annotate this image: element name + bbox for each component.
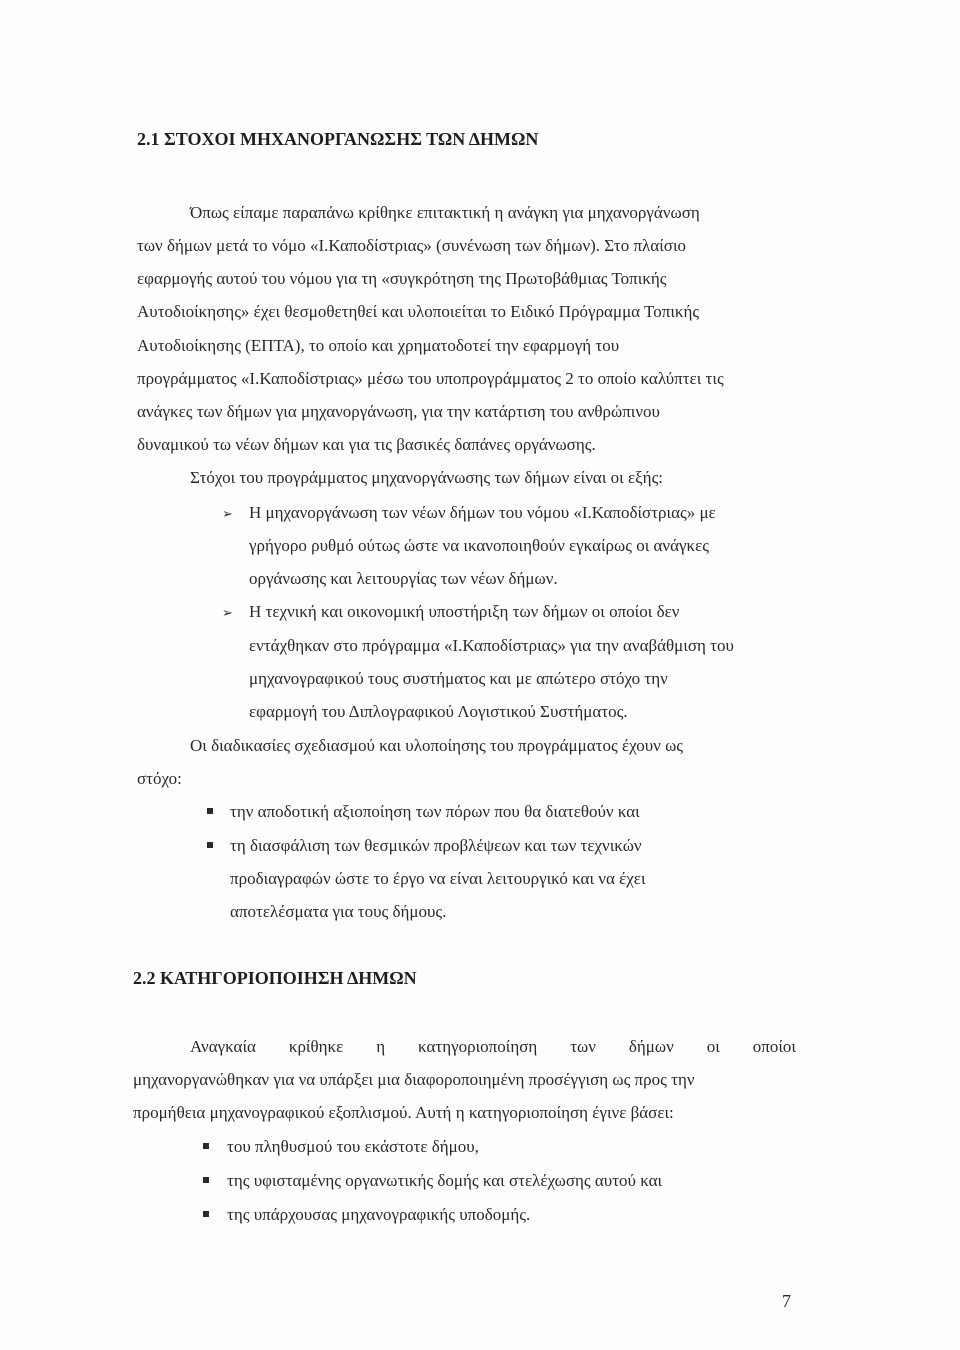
paragraph-line: εφαρμογής αυτού του νόμου για τη «συγκρότηση της Πρωτοβάθμιας Τοπικής <box>137 269 667 288</box>
list-item: του πληθυσμού του εκάστοτε δήμου, <box>227 1137 479 1156</box>
paragraph-line: των δήμων μετά το νόμο «Ι.Καποδίστριας» (συνένωση των δήμων). Στο πλαίσιο <box>137 236 687 255</box>
list-item: της υπάρχουσας μηχανογραφικής υποδομής. <box>227 1205 531 1224</box>
square-bullet-icon <box>207 842 213 848</box>
page-number: 7 <box>782 1291 791 1311</box>
list-item-line: αποτελέσματα για τους δήμους. <box>230 902 447 921</box>
paragraph-line: Αυτοδιοίκησης» έχει θεσμοθετηθεί και υλοποιείται το Ειδικό Πρόγραμμα Τοπικής <box>137 302 700 321</box>
list-item-line: εντάχθηκαν στο πρόγραμμα «Ι.Καποδίστριας» για την αναβάθμιση του <box>249 636 734 655</box>
list-item-line: μηχανογραφικού τους συστήματος και με απώτερο στόχο την <box>249 669 668 688</box>
list-item-line: εφαρμογή του Διπλογραφικού Λογιστικού Συστήματος. <box>249 702 628 721</box>
list-item-line: προδιαγραφών ώστε το έργο να είναι λειτουργικό και να έχει <box>230 869 646 888</box>
procedures-line: Οι διαδικασίες σχεδιασμού και υλοποίησης του προγράμματος έχουν ως <box>190 736 684 755</box>
paragraph-line: προγράμματος «Ι.Καποδίστριας» μέσω του υποπρογράμματος 2 το οποίο καλύπτει τις <box>137 369 724 388</box>
arrow-bullet-icon: ➢ <box>222 506 233 521</box>
list-item-line: γρήγορο ρυθμό ούτως ώστε να ικανοποιηθούν εγκαίρως οι ανάγκες <box>249 536 709 555</box>
paragraph-line: Αυτοδιοίκησης (ΕΠΤΑ), το οποίο και χρηματοδοτεί την εφαρμογή του <box>137 336 620 355</box>
procedures-tail: στόχο: <box>137 769 182 788</box>
list-item-line: Η τεχνική και οικονομική υποστήριξη των δήμων οι οποίοι δεν <box>249 602 680 621</box>
square-bullet-icon <box>207 808 213 814</box>
list-item-line: οργάνωσης και λειτουργίας των νέων δήμων. <box>249 569 558 588</box>
square-bullet-icon <box>203 1177 209 1183</box>
paragraph-line: Αναγκαία κρίθηκε η κατηγοριοποίηση των δήμων οι οποίοι <box>190 1037 796 1056</box>
arrow-bullet-icon: ➢ <box>222 605 233 620</box>
paragraph-line: μηχανοργανώθηκαν για να υπάρξει μια διαφοροποιημένη προσέγγιση ως προς την <box>133 1070 695 1089</box>
square-bullet-icon <box>203 1211 209 1217</box>
list-item: της υφισταμένης οργανωτικής δομής και στελέχωσης αυτού και <box>227 1171 663 1190</box>
paragraph-line: προμήθεια μηχανογραφικού εξοπλισμού. Αυτή η κατηγοριοποίηση έγινε βάσει: <box>133 1103 674 1122</box>
list-item-line: την αποδοτική αξιοποίηση των πόρων που θα διατεθούν και <box>230 802 640 821</box>
section-heading-2-2: 2.2 ΚΑΤΗΓΟΡΙΟΠΟΙΗΣΗ ΔΗΜΩΝ <box>133 968 417 988</box>
paragraph-line: ανάγκες των δήμων για μηχανοργάνωση, για την κατάρτιση του ανθρώπινου <box>137 402 660 421</box>
goals-intro: Στόχοι του προγράμματος μηχανοργάνωσης των δήμων είναι οι εξής: <box>190 468 664 487</box>
paragraph-line: δυναμικού τω νέων δήμων και για τις βασικές δαπάνες οργάνωσης. <box>137 435 596 454</box>
paragraph-line: Όπως είπαμε παραπάνω κρίθηκε επιτακτική η ανάγκη για μηχανοργάνωση <box>190 203 700 222</box>
square-bullet-icon <box>203 1143 209 1149</box>
list-item-line: τη διασφάλιση των θεσμικών προβλέψεων και των τεχνικών <box>230 836 642 855</box>
list-item-line: Η μηχανοργάνωση των νέων δήμων του νόμου «Ι.Καποδίστριας» με <box>249 503 716 522</box>
section-heading-2-1: 2.1 ΣΤΟΧΟΙ ΜΗΧΑΝΟΡΓΑΝΩΣΗΣ ΤΩΝ ΔΗΜΩΝ <box>137 129 539 149</box>
